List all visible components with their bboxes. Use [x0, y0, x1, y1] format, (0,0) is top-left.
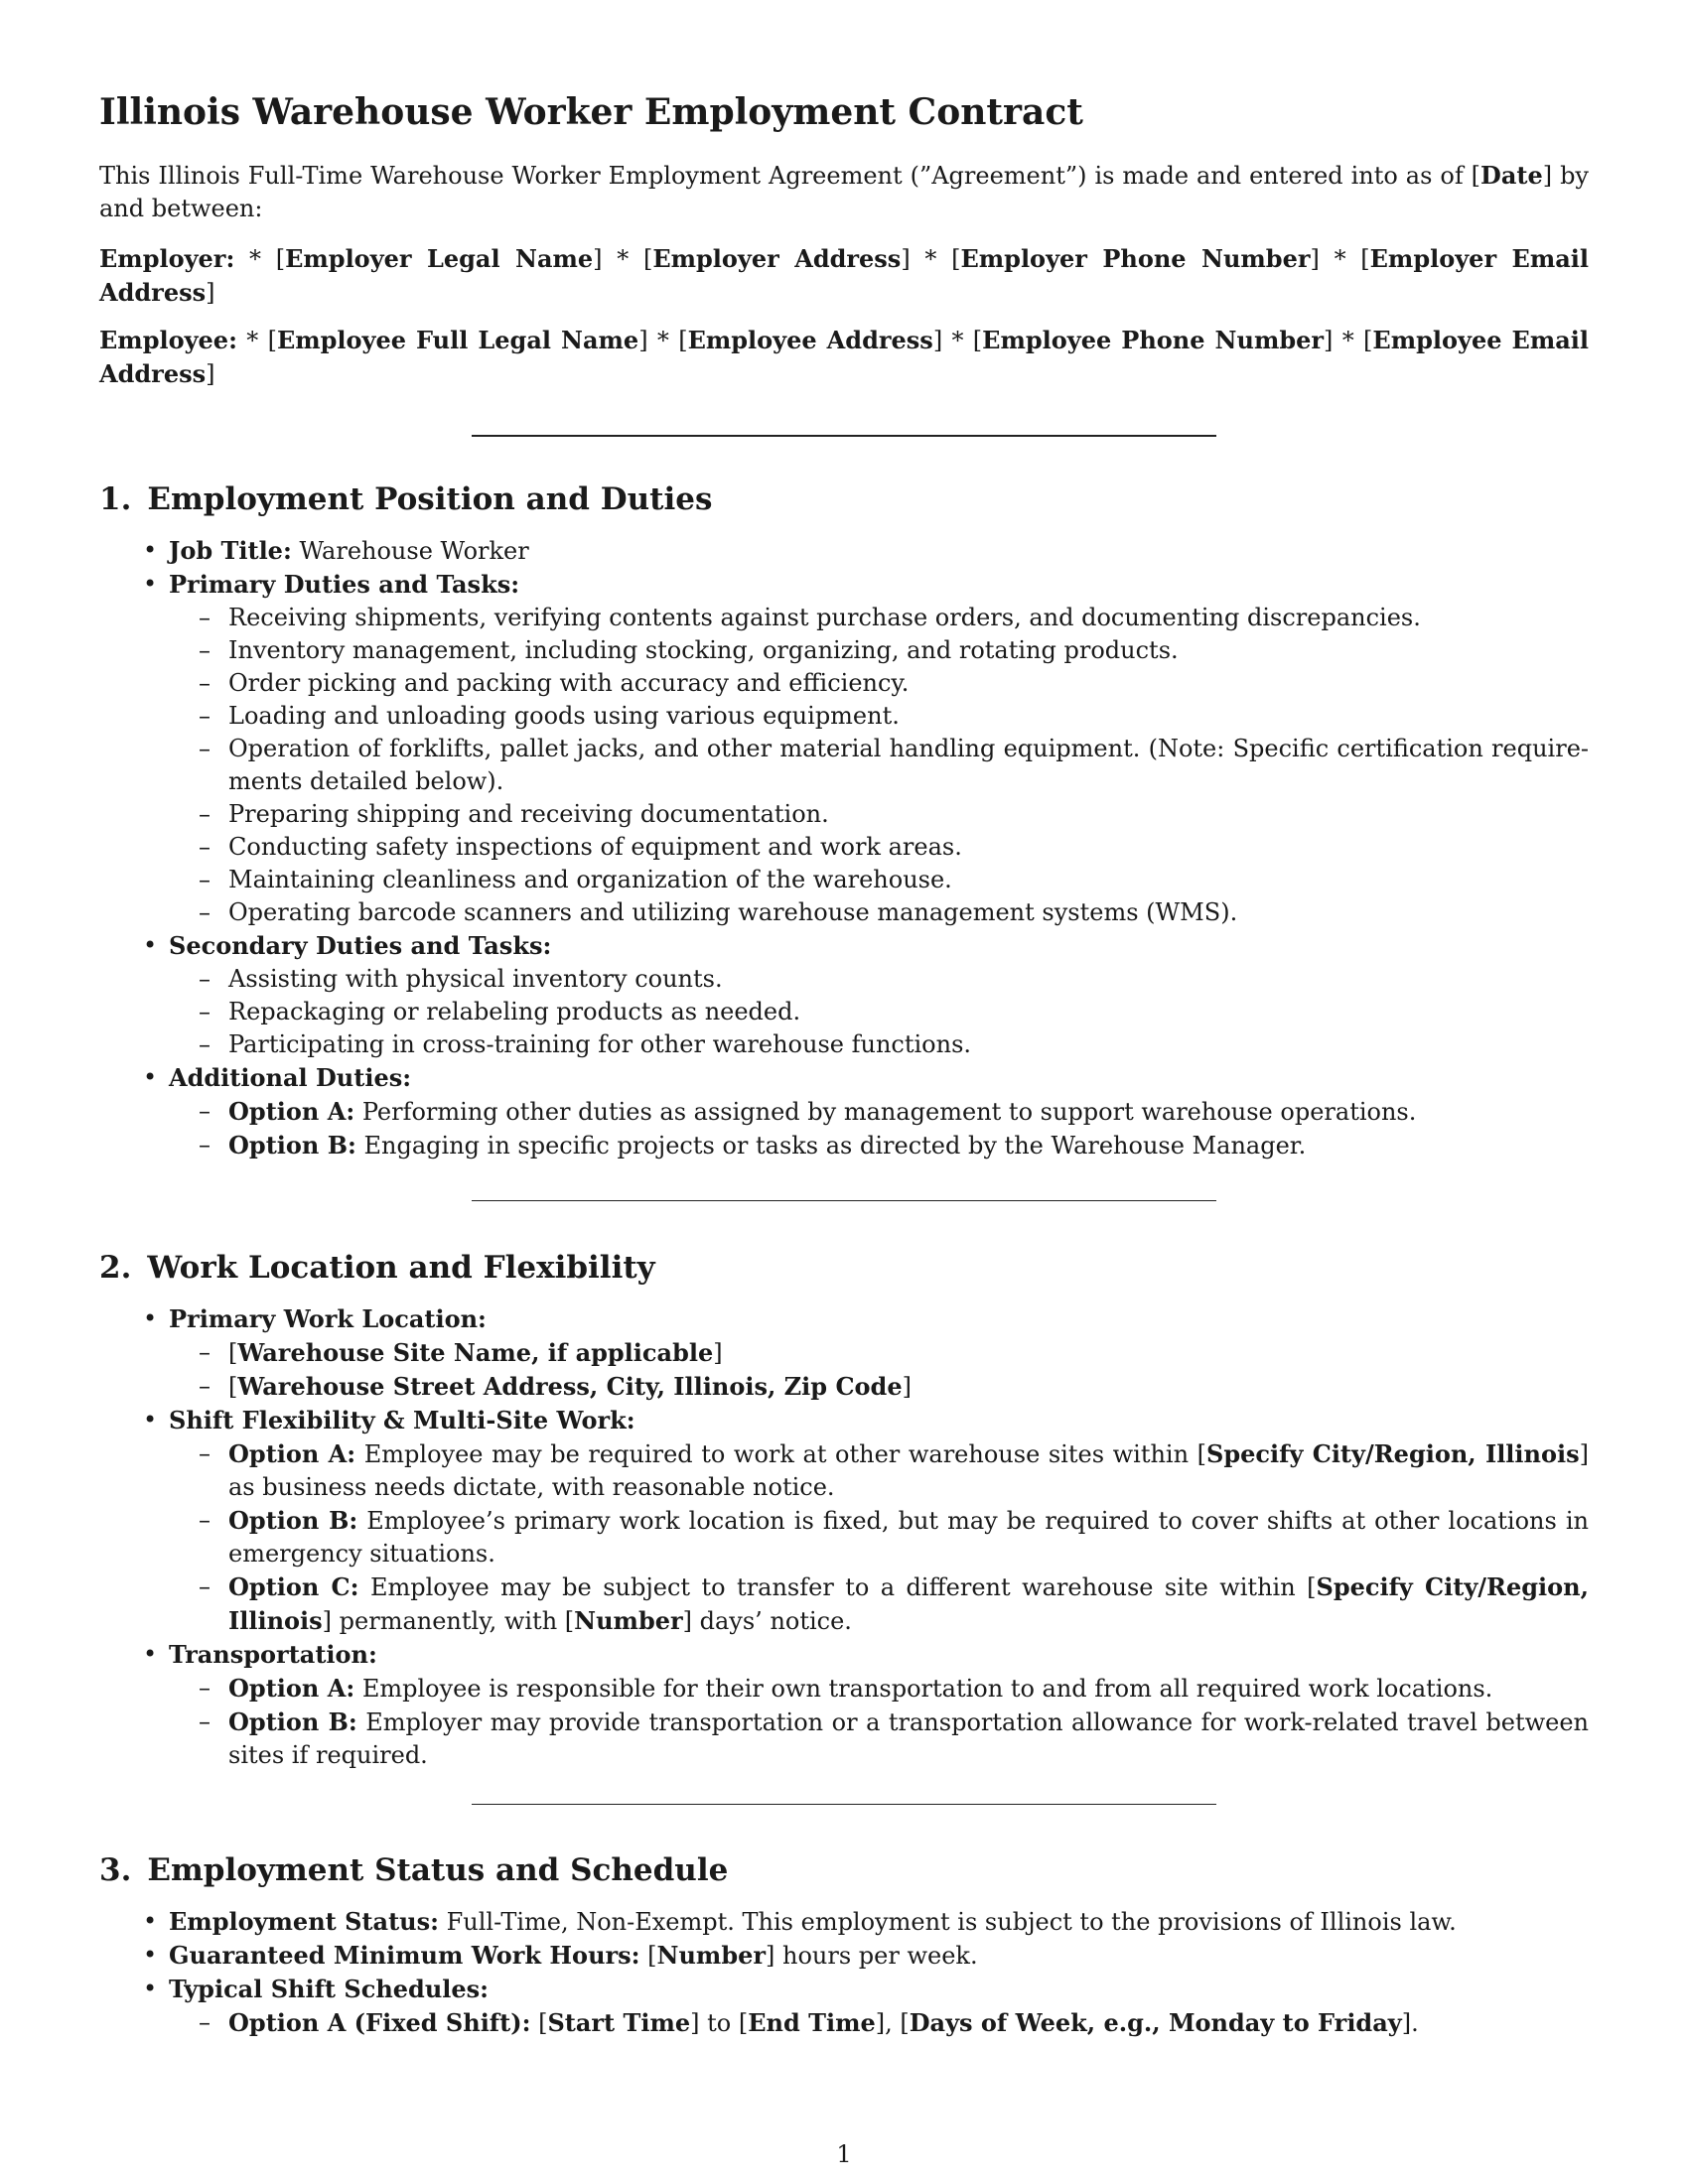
- option-text: Performing other duties as assigned by management to support warehouse operations.: [361, 1098, 1417, 1126]
- duty-text: Repackaging or relabeling products as needed.: [228, 998, 801, 1025]
- list-item: • Employment Status: Full-Time, Non-Exempt. This employment is subject to the provisions of Illinois law.: [143, 1907, 1457, 1936]
- sub-list-item: – Option A: Employee may be required to work at other warehouse sites within [Specify City/Region, Illinois] as business needs dictate, with reasonable notice.: [199, 1439, 1590, 1501]
- section-2-heading: [99, 1247, 655, 1289]
- page-number: 1: [836, 2140, 852, 2168]
- employee-address-placeholder: Employee Address: [687, 326, 933, 354]
- section-number: 1.: [99, 481, 132, 517]
- employer-address-placeholder: Employer Address: [652, 244, 902, 273]
- sub-list-item: – Option B: Engaging in specific projects or tasks as directed by the Warehouse Manager.: [199, 1131, 1307, 1160]
- option-label: Option A:: [228, 1439, 356, 1468]
- option-label: Option B:: [228, 1707, 357, 1736]
- section-1-heading: [99, 478, 712, 520]
- employer-label: Employer:: [99, 244, 235, 273]
- option-label: Option B:: [228, 1131, 356, 1160]
- days-placeholder: Days of Week, e.g., Monday to Friday: [909, 2008, 1402, 2037]
- job-title-value: Warehouse Worker: [299, 537, 529, 565]
- intro-text: This Illinois Full-Time Warehouse Worker Employment Agreement (”Agreement”) is made and entered into as of [: [99, 162, 1481, 190]
- option-text: ] permanently, with [: [322, 1607, 575, 1635]
- divider: [472, 435, 1216, 437]
- sub-list-item: – Option B: Employee’s primary work location is fixed, but may be required to cover shifts at other locations in emergency situations.: [199, 1506, 1589, 1568]
- sub-list-item: – Maintaining cleanliness and organization of the warehouse.: [199, 866, 952, 893]
- number-placeholder: Number: [656, 1941, 767, 1970]
- duty-text: Maintaining cleanliness and organization of the warehouse.: [228, 866, 952, 893]
- sub-list-item: – Receiving shipments, verifying contents against purchase orders, and documenting discrepancies.: [199, 604, 1421, 631]
- primary-duties-label: Primary Duties and Tasks:: [169, 570, 520, 599]
- option-text: Employee may be subject to transfer to a different warehouse site within [: [369, 1573, 1317, 1601]
- region-placeholder: Specify City/Region, Illinois: [228, 1572, 1589, 1635]
- sub-list-item: – Inventory management, including stocking, organizing, and rotating products.: [199, 636, 1179, 664]
- employment-status-text: Full-Time, Non-Exempt. This employment is subject to the provisions of Illinois law.: [446, 1908, 1457, 1936]
- duty-text: Preparing shipping and receiving documentation.: [228, 800, 829, 828]
- list-item: • Additional Duties:: [143, 1063, 412, 1092]
- employee-block: Employee: * [Employee Full Legal Name] * [Employee Address] * [Employee Phone Number] * [Employee Email Address]: [99, 326, 1589, 388]
- sub-list-item: – Operating barcode scanners and utilizing warehouse management systems (WMS).: [199, 898, 1238, 926]
- intro-text-end: ] by and between:: [99, 162, 1589, 222]
- sub-list-item: – Participating in cross-training for other warehouse functions.: [199, 1030, 972, 1058]
- site-name-placeholder: Warehouse Site Name, if applicable: [237, 1338, 714, 1367]
- list-item: • Job Title: Warehouse Worker: [143, 536, 529, 565]
- number-placeholder: Number: [574, 1606, 683, 1635]
- section-3-heading: [99, 1849, 728, 1891]
- option-label: Option A (Fixed Shift):: [228, 2008, 531, 2037]
- secondary-duties-label: Secondary Duties and Tasks:: [169, 931, 552, 960]
- sub-list-item: – Option C: Employee may be subject to transfer to a different warehouse site within [Specify City/Region, Illinois] permanently, with [Number] days’ notice.: [199, 1572, 1589, 1635]
- employee-email-placeholder: Employee Email Address: [99, 326, 1589, 388]
- list-item: • Shift Flexibility & Multi-Site Work:: [143, 1406, 635, 1434]
- transportation-label: Transportation:: [169, 1640, 377, 1669]
- option-text: Engaging in specific projects or tasks as directed by the Warehouse Manager.: [363, 1132, 1307, 1160]
- sub-list-item: – Operation of forklifts, pallet jacks, and other material handling equipment. (Note: Specific certification require- ments detailed below).: [199, 735, 1589, 795]
- duty-text: Receiving shipments, verifying contents against purchase orders, and documenting discrepancies.: [228, 604, 1421, 631]
- employer-name-placeholder: Employer Legal Name: [285, 244, 594, 273]
- job-title-label: Job Title:: [169, 536, 292, 565]
- duty-text: Order picking and packing with accuracy and efficiency.: [228, 669, 910, 697]
- list-item: • Primary Duties and Tasks:: [143, 570, 520, 599]
- duty-text: Operating barcode scanners and utilizing warehouse management systems (WMS).: [228, 898, 1238, 926]
- employee-name-placeholder: Employee Full Legal Name: [276, 326, 639, 354]
- option-text: Employee may be required to work at other warehouse sites within [: [363, 1440, 1207, 1468]
- sub-list-item: – Option B: Employer may provide transportation or a transportation allowance for work-related travel between sites if required.: [199, 1707, 1589, 1769]
- sub-list-item: – Option A: Employee is responsible for their own transportation to and from all required work locations.: [199, 1674, 1493, 1703]
- shift-schedules-label: Typical Shift Schedules:: [169, 1975, 490, 2003]
- employee-label: Employee:: [99, 326, 237, 354]
- option-text: Employer may provide transportation or a transportation allowance for work-related travel between sites if required.: [228, 1708, 1589, 1769]
- shift-flexibility-label: Shift Flexibility & Multi-Site Work:: [169, 1406, 635, 1434]
- divider: [472, 1200, 1216, 1201]
- section-title: Work Location and Flexibility: [147, 1250, 655, 1286]
- section-2-list: [99, 1302, 1589, 1772]
- list-item: • Guaranteed Minimum Work Hours: [Number] hours per week.: [143, 1941, 978, 1970]
- sub-list-item: – Loading and unloading goods using various equipment.: [199, 702, 900, 730]
- employment-status-label: Employment Status:: [169, 1907, 439, 1936]
- sub-list-item: – Option A: Performing other duties as assigned by management to support warehouse operations.: [199, 1097, 1417, 1126]
- sub-list-item: – Repackaging or relabeling products as needed.: [199, 998, 801, 1025]
- option-label: Option A:: [228, 1097, 355, 1126]
- region-placeholder: Specify City/Region, Illinois: [1206, 1439, 1580, 1468]
- list-item: • Primary Work Location:: [143, 1304, 487, 1333]
- duty-text: Conducting safety inspections of equipment and work areas.: [228, 833, 962, 861]
- section-title: Employment Position and Duties: [147, 481, 713, 517]
- option-text: Employee’s primary work location is fixed, but may be required to cover shifts at other locations in emergency situations.: [228, 1507, 1589, 1568]
- employer-email-placeholder: Employer Email Address: [99, 244, 1589, 307]
- list-item: • Transportation:: [143, 1640, 377, 1669]
- employer-phone-placeholder: Employer Phone Number: [960, 244, 1311, 273]
- date-placeholder: Date: [1480, 161, 1543, 190]
- end-time-placeholder: End Time: [748, 2008, 876, 2037]
- sub-list-item: – Preparing shipping and receiving documentation.: [199, 800, 829, 828]
- section-3-list: [99, 1905, 1589, 2040]
- employer-block: Employer: * [Employer Legal Name] * [Employer Address] * [Employer Phone Number] * [Employer Email Address]: [99, 244, 1589, 307]
- option-text: ] as business needs dictate, with reasonable notice.: [228, 1440, 1590, 1501]
- hours-text: ] hours per week.: [766, 1942, 978, 1970]
- employee-phone-placeholder: Employee Phone Number: [982, 326, 1325, 354]
- sub-list-item: – Assisting with physical inventory counts.: [199, 965, 723, 993]
- sub-list-item: – [Warehouse Site Name, if applicable]: [199, 1338, 723, 1367]
- list-item: • Secondary Duties and Tasks:: [143, 931, 552, 960]
- section-number: 2.: [99, 1250, 132, 1286]
- start-time-placeholder: Start Time: [547, 2008, 691, 2037]
- option-text: Employee is responsible for their own transportation to and from all required work locations.: [361, 1675, 1493, 1703]
- primary-location-label: Primary Work Location:: [169, 1304, 487, 1333]
- sub-list-item: – Option A (Fixed Shift): [Start Time] to [End Time], [Days of Week, e.g., Monday to Friday].: [199, 2008, 1419, 2037]
- list-item: • Typical Shift Schedules:: [143, 1975, 490, 2003]
- minimum-hours-label: Guaranteed Minimum Work Hours:: [169, 1941, 640, 1970]
- site-address-placeholder: Warehouse Street Address, City, Illinois, Zip Code: [237, 1372, 903, 1401]
- option-label: Option B:: [228, 1506, 358, 1535]
- option-label: Option C:: [228, 1572, 359, 1601]
- option-text: ] days’ notice.: [682, 1607, 852, 1635]
- divider: [472, 1804, 1216, 1805]
- duty-text: Loading and unloading goods using various equipment.: [228, 702, 900, 730]
- section-1-list: [99, 534, 1589, 1162]
- sub-list-item: – Conducting safety inspections of equipment and work areas.: [199, 833, 962, 861]
- option-label: Option A:: [228, 1674, 355, 1703]
- section-title: Employment Status and Schedule: [147, 1852, 729, 1888]
- option-text: ] to [: [690, 2009, 749, 2037]
- duty-text: Inventory management, including stocking, organizing, and rotating products.: [228, 636, 1179, 664]
- intro-paragraph: [99, 159, 1589, 225]
- duty-text: Participating in cross-training for other warehouse functions.: [228, 1030, 972, 1058]
- duty-text: Assisting with physical inventory counts.: [228, 965, 723, 993]
- duty-text: Operation of forklifts, pallet jacks, and other material handling equipment. (Note: Specific certification require- ments detailed below).: [228, 735, 1589, 795]
- sub-list-item: – Order picking and packing with accuracy and efficiency.: [199, 669, 910, 697]
- additional-duties-label: Additional Duties:: [169, 1063, 412, 1092]
- sub-list-item: – [Warehouse Street Address, City, Illinois, Zip Code]: [199, 1372, 912, 1401]
- section-number: 3.: [99, 1852, 132, 1888]
- document-title: Illinois Warehouse Worker Employment Contract: [99, 91, 1083, 133]
